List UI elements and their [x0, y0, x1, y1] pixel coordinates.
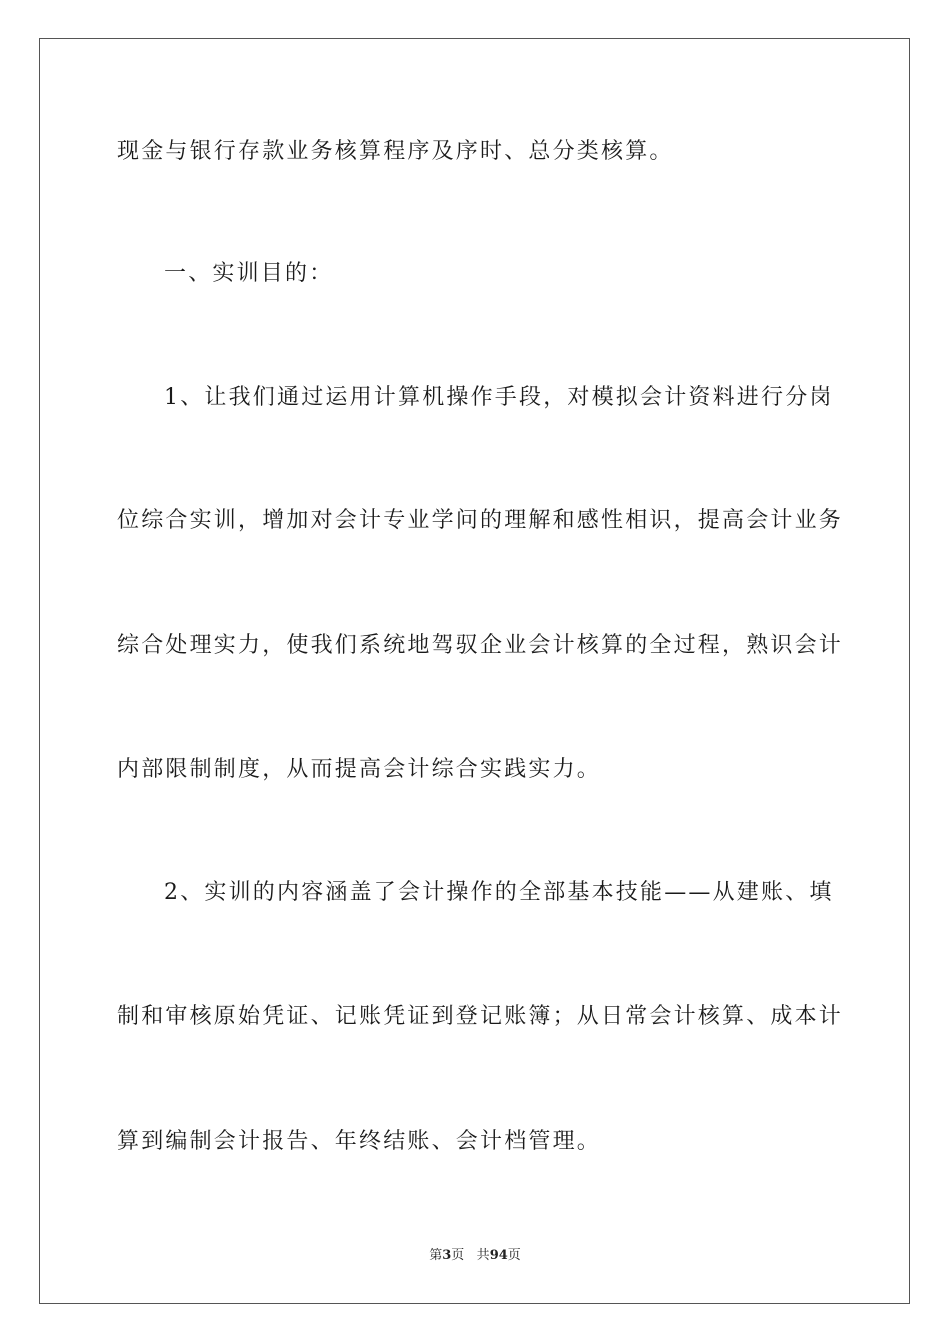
text-line-5: 综合处理实力，使我们系统地驾驭企业会计核算的全过程，熟识会计 — [117, 633, 844, 658]
footer-page-number: 3 — [442, 1248, 452, 1263]
footer-total-suffix: 页 — [507, 1248, 521, 1263]
text-line-1: 现金与银行存款业务核算程序及序时、总分类核算。 — [117, 139, 674, 164]
text-line-6: 内部限制制度，从而提高会计综合实践实力。 — [117, 757, 602, 782]
text-line-4: 位综合实训，增加对会计专业学问的理解和感性相识，提高会计业务 — [117, 508, 844, 533]
text-line-9: 算到编制会计报告、年终结账、会计档管理。 — [117, 1129, 602, 1154]
text-line-8: 制和审核原始凭证、记账凭证到登记账簿；从日常会计核算、成本计 — [117, 1004, 844, 1029]
footer-page-suffix: 页 — [451, 1248, 465, 1263]
page-footer — [0, 1247, 950, 1265]
footer-page-prefix: 第 — [429, 1248, 443, 1263]
page-frame — [39, 38, 910, 1304]
text-line-3: 1、让我们通过运用计算机操作手段，对模拟会计资料进行分岗 — [164, 385, 834, 410]
footer-total-prefix: 共 — [476, 1248, 490, 1263]
footer-total-pages: 94 — [489, 1248, 508, 1263]
section-heading: 一、实训目的： — [164, 261, 334, 286]
text-line-7: 2、实训的内容涵盖了会计操作的全部基本技能——从建账、填 — [164, 880, 834, 905]
